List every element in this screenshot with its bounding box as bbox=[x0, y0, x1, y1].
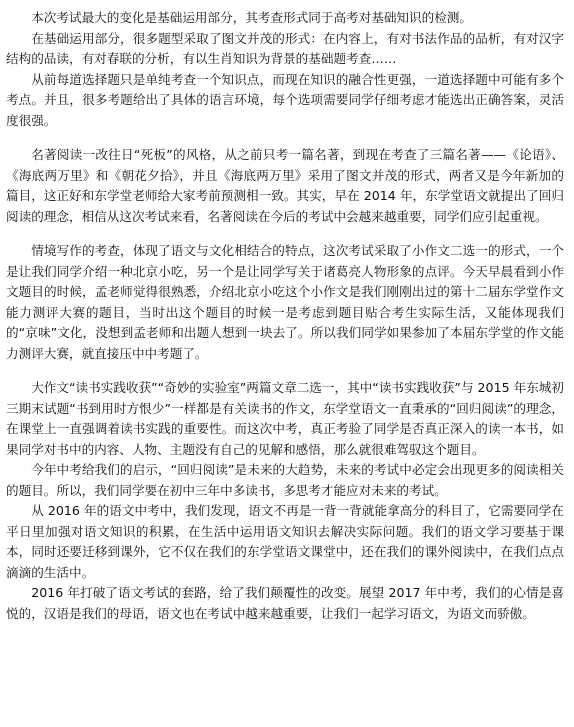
paragraph-gap bbox=[6, 364, 564, 378]
paragraph-exam-change: 本次考试最大的变化是基础运用部分，其考查形式同于高考对基础知识的检测。 bbox=[31, 10, 472, 25]
paragraph-outlook-2017: 2016 年打破了语文考试的套路，给了我们颠覆性的改变。展望 2017 年中考，我们的心情是喜悦的，汉语是我们的母语，语文也在考试中越来越重要，让我们一起学习语文，为语文而骄傲。 bbox=[6, 585, 564, 621]
paragraph-basic-usage: 在基础运用部分，很多题型采取了图文并茂的形式：在内容上，有对书法作品的品析，有对汉字结构的品读，有对春联的分析，有以生肖知识为背景的基础题考查…… bbox=[6, 30, 564, 66]
paragraph-situational-writing: 情境写作的考查，体现了语文与文化相结合的特点，这次考试采取了小作文二选一的形式，一个是让我们同学介绍一种北京小吃，另一个是让同学写关于诸葛亮人物形象的点评。今天早晨看到小作文题目的时候，孟老师觉得很熟悉，介绍北京小吃这个小作文是我们刚刚出过的第十二届东学堂作文能力测评大赛的题目，当时出这个题目的时候一是考虑到题目贴合考生实际生活，又能体现我们的“京味”文化，没想到孟老师和出题人想到一块去了。所以我们同学如果参加了本届东学堂的作文能力测评大赛，就直接压中中考题了。 bbox=[6, 243, 564, 361]
paragraph-multiple-choice: 从前每道选择题只是单纯考查一个知识点，而现在知识的融合性更强，一道选择题中可能有多个考点。并且，很多考题给出了具体的语言环境，每个选项需要同学仔细考虑才能选出正确答案，灵活度很强。 bbox=[6, 71, 564, 128]
paragraph-main-essay: 大作文“读书实践收获”“奇妙的实验室”两篇文章二选一，其中“读书实践收获”与 2015 年东城初三期末试题“书到用时方恨少”一样都是有关读书的作文，东学堂语文一直秉承的“回归阅读”的理念，在课堂上一直强调着读书实践的重要性。而这次中考，真正考验了同学是否真正深入的读一本书，如果同学对书中的内容、人物、主题没有自己的见解和感悟，那么就很难驾驭这个题目。 bbox=[6, 380, 564, 457]
paragraph-gap bbox=[6, 131, 564, 145]
paragraph-reading-trend: 今年中考给我们的启示，“回归阅读”是未来的大趋势，未来的考试中必定会出现更多的阅读相关的题目。所以，我们同学要在初中三年中多读书，多思考才能应对未来的考试。 bbox=[6, 462, 564, 498]
paragraph-gap bbox=[6, 227, 564, 241]
paragraph-classics-reading: 名著阅读一改往日“死板”的风格，从之前只考一篇名著，到现在考查了三篇名著——《论语》、《海底两万里》和《朝花夕拾》，并且《海底两万里》采用了图文并茂的形式，两者又是今年新加的篇目，这正好和东学堂老师给大家考前预测相一致。其实，早在 2014 年，东学堂语文就提出了回归阅读的理念，相信从这次考试来看，名著阅读在今后的考试中会越来越重要，同学们应引起重视。 bbox=[6, 147, 564, 224]
paragraph-2016-exam: 从 2016 年的语文中考中，我们发现，语文不再是一背一背就能拿高分的科目了，它需要同学在平日里加强对语文知识的积累，在生活中运用语文知识去解决实际问题。我们的语文学习要基于课本，同时还要迁移到课外，它不仅在我们的东学堂语文课堂中，还在我们的课外阅读中，在我们点点滴滴的生活中。 bbox=[6, 503, 564, 580]
